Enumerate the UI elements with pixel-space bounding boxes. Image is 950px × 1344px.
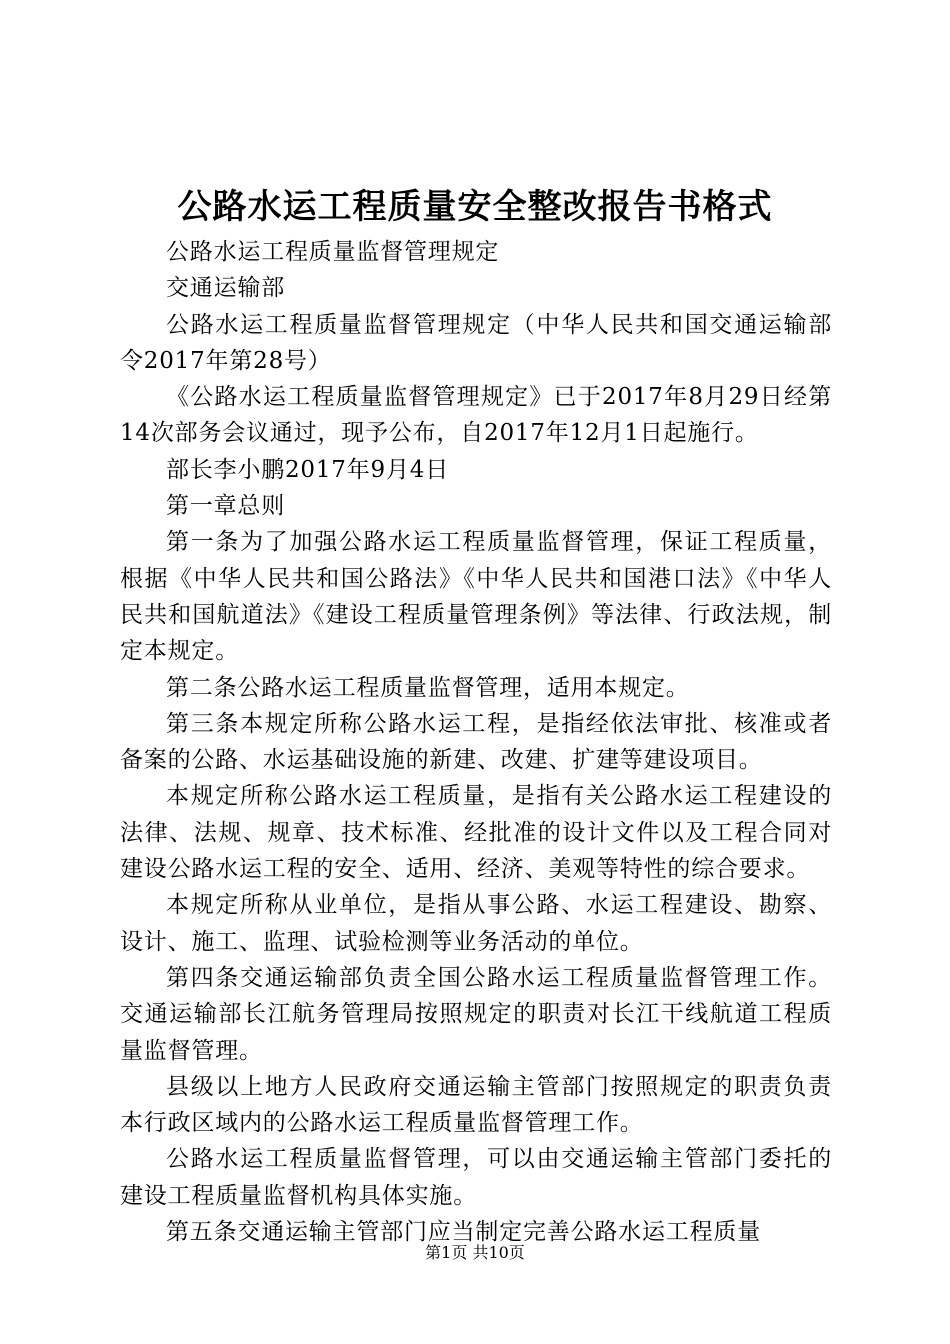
paragraph: 县级以上地方人民政府交通运输主管部门按照规定的职责负责本行政区域内的公路水运工程质量监督管理工作。 bbox=[120, 1073, 832, 1137]
paragraph: 本规定所称从业单位，是指从事公路、水运工程建设、勘察、设计、施工、监理、试验检测等业务活动的单位。 bbox=[120, 892, 832, 955]
paragraph: 第二条公路水运工程质量监督管理，适用本规定。 bbox=[166, 674, 690, 701]
paragraph: 交通运输部 bbox=[166, 275, 285, 302]
paragraph: 公路水运工程质量监督管理规定 bbox=[166, 239, 500, 265]
paragraph: 公路水运工程质量监督管理，可以由交通运输主管部门委托的建设工程质量监督机构具体实施。 bbox=[120, 1146, 832, 1209]
document-title: 公路水运工程质量安全整改报告书格式 bbox=[177, 187, 773, 227]
paragraph: 部长李小鹏2017年9月4日 bbox=[166, 456, 449, 483]
page-number-footer: 第1页 共10页 bbox=[425, 1243, 525, 1262]
paragraph: 第一条为了加强公路水运工程质量监督管理，保证工程质量，根据《中华人民共和国公路法》《中华人民共和国港口法》《中华人民共和国航道法》《建设工程质量管理条例》等法律、行政法规，制定本规定。 bbox=[120, 529, 832, 665]
paragraph: 第五条交通运输主管部门应当制定完善公路水运工程质量 bbox=[166, 1219, 761, 1246]
paragraph: 第三条本规定所称公路水运工程，是指经依法审批、核准或者备案的公路、水运基础设施的新建、改建、扩建等建设项目。 bbox=[120, 710, 832, 774]
paragraph: 《公路水运工程质量监督管理规定》已于2017年8月29日经第14次部务会议通过，现予公布，自2017年12月1日起施行。 bbox=[120, 384, 832, 447]
paragraph: 第四条交通运输部负责全国公路水运工程质量监督管理工作。交通运输部长江航务管理局按照规定的职责对长江干线航道工程质量监督管理。 bbox=[120, 964, 832, 1064]
paragraph: 本规定所称公路水运工程质量，是指有关公路水运工程建设的法律、法规、规章、技术标准、经批准的设计文件以及工程合同对建设公路水运工程的安全、适用、经济、美观等特性的综合要求。 bbox=[120, 783, 832, 883]
paragraph: 第一章总则 bbox=[166, 493, 285, 520]
paragraph: 公路水运工程质量监督管理规定（中华人民共和国交通运输部令2017年第28号） bbox=[120, 311, 832, 374]
document-body bbox=[120, 234, 832, 1250]
